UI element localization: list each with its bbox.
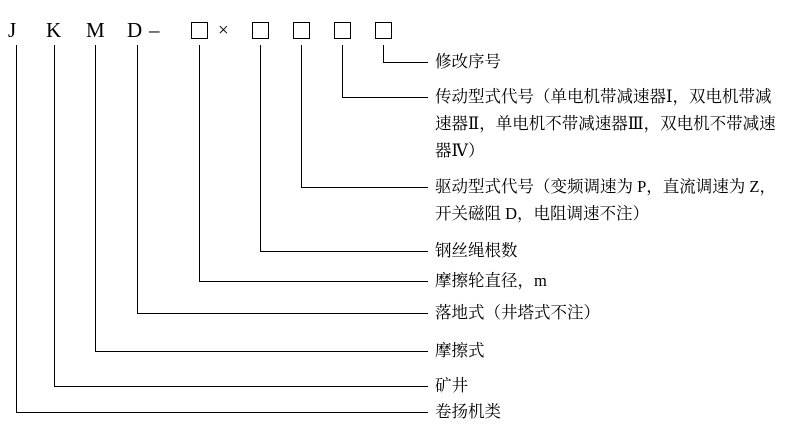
- code-char-d: D: [127, 18, 143, 42]
- leader-revision-number-horizontal: [383, 62, 428, 63]
- label-hoist-machine-category: 卷扬机类: [435, 402, 501, 421]
- code-char-dash: –: [149, 18, 160, 42]
- code-char-k: K: [46, 18, 62, 42]
- leader-mine-shaft-vertical: [54, 45, 55, 386]
- label-ground-mounted-type: 落地式（井塔式不注）: [435, 303, 600, 322]
- placeholder-box-2: [252, 22, 269, 39]
- leader-friction-wheel-diameter-vertical: [199, 45, 200, 281]
- label-mine-shaft: 矿井: [435, 376, 468, 395]
- label-drive-type-code: 驱动型式代号（变频调速为 P，直流调速为 Z，开关磁阻 D，电阻调速不注）: [435, 177, 777, 223]
- leader-drive-type-horizontal: [301, 187, 428, 188]
- leader-wire-rope-count-vertical: [260, 45, 261, 251]
- leader-revision-number-vertical: [383, 45, 384, 62]
- leader-friction-type-vertical: [95, 45, 96, 351]
- label-friction-type: 摩擦式: [435, 341, 485, 360]
- leader-transmission-type-vertical: [342, 45, 343, 97]
- leader-friction-wheel-diameter-horizontal: [199, 281, 428, 282]
- multiply-symbol: ×: [218, 20, 229, 41]
- label-friction-wheel-diameter: 摩擦轮直径，m: [435, 271, 547, 290]
- code-char-j: J: [8, 18, 17, 42]
- label-transmission-type-code: 传动型式代号（单电机带减速器Ⅰ，双电机带减速器Ⅱ，单电机不带减速器Ⅲ，双电机不带减速器Ⅳ）: [435, 87, 776, 160]
- label-revision-number: 修改序号: [435, 52, 501, 71]
- leader-drive-type-vertical: [301, 45, 302, 187]
- leader-mine-shaft-horizontal: [54, 386, 428, 387]
- leader-hoist-machine-category-vertical: [16, 45, 17, 412]
- leader-hoist-machine-category-horizontal: [16, 412, 428, 413]
- leader-ground-mounted-type-vertical: [137, 45, 138, 313]
- placeholder-box-5: [375, 22, 392, 39]
- leader-wire-rope-count-horizontal: [260, 251, 428, 252]
- leader-ground-mounted-type-horizontal: [137, 313, 428, 314]
- leader-transmission-type-horizontal: [342, 97, 428, 98]
- code-char-m: M: [86, 18, 105, 42]
- placeholder-box-3: [293, 22, 310, 39]
- placeholder-box-1: [191, 22, 208, 39]
- label-wire-rope-count: 钢丝绳根数: [435, 241, 518, 260]
- placeholder-box-4: [334, 22, 351, 39]
- leader-friction-type-horizontal: [95, 351, 428, 352]
